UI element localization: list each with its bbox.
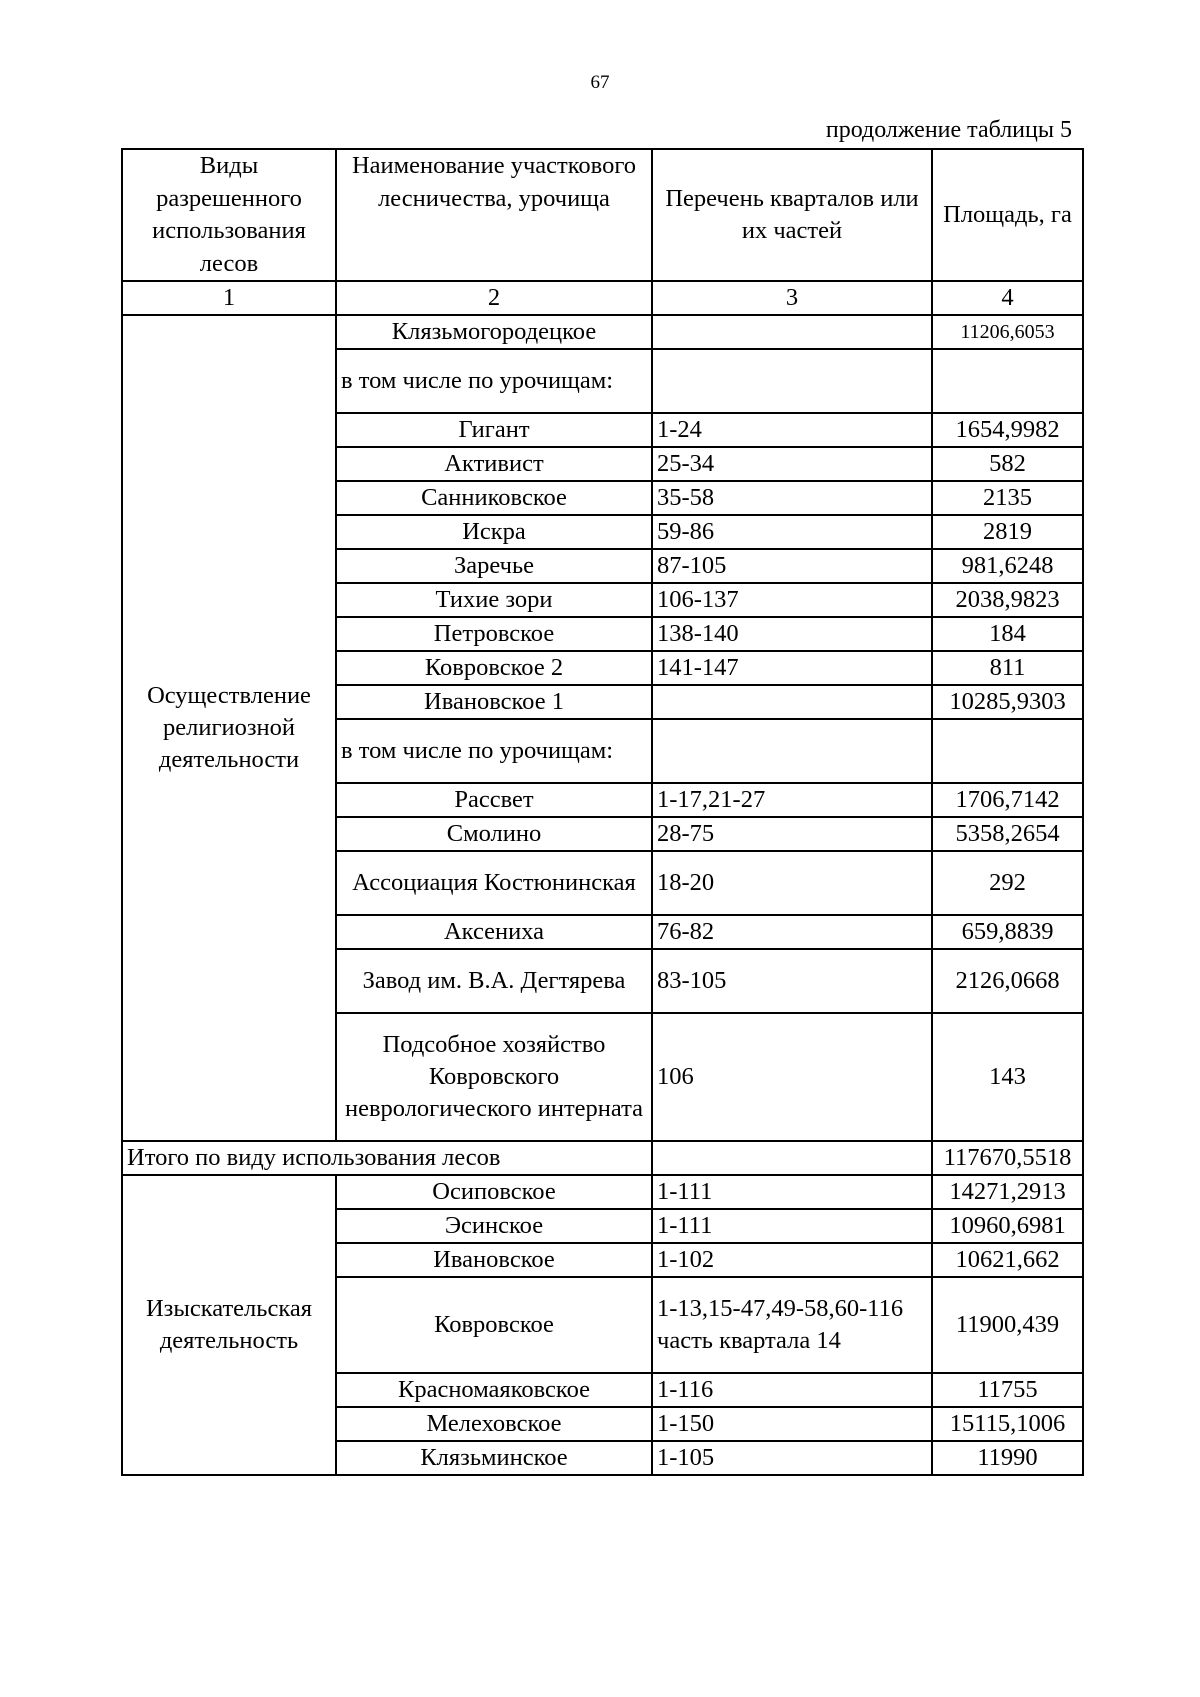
area [932, 719, 1083, 783]
area: 1654,9982 [932, 413, 1083, 447]
column-number-row [122, 281, 1083, 315]
tract-name: Ковровское 2 [336, 651, 652, 685]
table-continuation-caption: продолжение таблицы 5 [825, 117, 1072, 143]
column-number: 2 [336, 281, 652, 315]
column-number: 1 [122, 281, 336, 315]
area: 10960,6981 [932, 1209, 1083, 1243]
quarters [652, 349, 932, 413]
forestry-name: Мелеховское [336, 1407, 652, 1441]
forestry-name: Осиповское [336, 1175, 652, 1209]
quarters: 28-75 [652, 817, 932, 851]
quarters: 106-137 [652, 583, 932, 617]
area: 11755 [932, 1373, 1083, 1407]
area: 659,8839 [932, 915, 1083, 949]
quarters: 1-116 [652, 1373, 932, 1407]
total-area: 117670,5518 [932, 1141, 1083, 1175]
total-row [122, 1141, 1083, 1175]
forestry-name: Ивановское [336, 1243, 652, 1277]
area: 981,6248 [932, 549, 1083, 583]
area: 15115,1006 [932, 1407, 1083, 1441]
forest-use-table [121, 148, 1084, 1476]
quarters: 1-150 [652, 1407, 932, 1441]
area: 11206,6053 [932, 315, 1083, 349]
quarters: 83-105 [652, 949, 932, 1013]
forestry-name: Красномаяковское [336, 1373, 652, 1407]
tract-name: Подсобное хозяйство Ковровского неврологического интерната [336, 1013, 652, 1141]
quarters: 1-24 [652, 413, 932, 447]
use-type-survey: Изыскательская деятельность [122, 1175, 336, 1475]
header-area: Площадь, га [932, 149, 1083, 281]
forestry-name: Эсинское [336, 1209, 652, 1243]
subtitle-including-tracts: в том числе по урочищам: [336, 719, 652, 783]
area: 10621,662 [932, 1243, 1083, 1277]
quarters: 1-111 [652, 1209, 932, 1243]
tract-name: Гигант [336, 413, 652, 447]
quarters: 1-111 [652, 1175, 932, 1209]
area: 582 [932, 447, 1083, 481]
area: 11990 [932, 1441, 1083, 1475]
tract-name: Завод им. В.А. Дегтярева [336, 949, 652, 1013]
header-forestry-name: Наименование участкового лесничества, урочища [336, 149, 652, 281]
area: 14271,2913 [932, 1175, 1083, 1209]
area: 143 [932, 1013, 1083, 1141]
tract-name: Тихие зори [336, 583, 652, 617]
area: 5358,2654 [932, 817, 1083, 851]
quarters: 1-102 [652, 1243, 932, 1277]
quarters: 106 [652, 1013, 932, 1141]
subtitle-including-tracts: в том числе по урочищам: [336, 349, 652, 413]
tract-name: Смолино [336, 817, 652, 851]
tract-name: Санниковское [336, 481, 652, 515]
forestry-name: Клязьмогородецкое [336, 315, 652, 349]
quarters: 87-105 [652, 549, 932, 583]
quarters: 59-86 [652, 515, 932, 549]
quarters: 141-147 [652, 651, 932, 685]
area: 184 [932, 617, 1083, 651]
forestry-name: Ивановское 1 [336, 685, 652, 719]
area: 292 [932, 851, 1083, 915]
header-use-type: Виды разрешенного использования лесов [122, 149, 336, 281]
quarters [652, 719, 932, 783]
tract-name: Заречье [336, 549, 652, 583]
tract-name: Активист [336, 447, 652, 481]
column-number: 3 [652, 281, 932, 315]
quarters: 25-34 [652, 447, 932, 481]
forestry-name: Ковровское [336, 1277, 652, 1373]
area: 11900,439 [932, 1277, 1083, 1373]
area [932, 349, 1083, 413]
quarters: 1-13,15-47,49-58,60-116 часть квартала 14 [652, 1277, 932, 1373]
quarters: 138-140 [652, 617, 932, 651]
tract-name: Рассвет [336, 783, 652, 817]
column-number: 4 [932, 281, 1083, 315]
quarters: 1-17,21-27 [652, 783, 932, 817]
area: 1706,7142 [932, 783, 1083, 817]
area: 10285,9303 [932, 685, 1083, 719]
table-row [122, 1175, 1083, 1209]
area: 2135 [932, 481, 1083, 515]
tract-name: Аксениха [336, 915, 652, 949]
area: 811 [932, 651, 1083, 685]
table-row [122, 315, 1083, 349]
tract-name: Ассоциация Костюнинская [336, 851, 652, 915]
quarters: 18-20 [652, 851, 932, 915]
area: 2038,9823 [932, 583, 1083, 617]
tract-name: Петровское [336, 617, 652, 651]
area: 2126,0668 [932, 949, 1083, 1013]
page-number: 67 [590, 72, 610, 93]
quarters: 35-58 [652, 481, 932, 515]
quarters: 1-105 [652, 1441, 932, 1475]
header-quarters: Перечень кварталов или их частей [652, 149, 932, 281]
use-type-religious: Осуществление религиозной деятельности [122, 315, 336, 1141]
quarters [652, 1141, 932, 1175]
area: 2819 [932, 515, 1083, 549]
tract-name: Искра [336, 515, 652, 549]
quarters: 76-82 [652, 915, 932, 949]
forestry-name: Клязьминское [336, 1441, 652, 1475]
quarters [652, 315, 932, 349]
quarters [652, 685, 932, 719]
total-label: Итого по виду использования лесов [122, 1141, 652, 1175]
table-header-row [122, 149, 1083, 281]
